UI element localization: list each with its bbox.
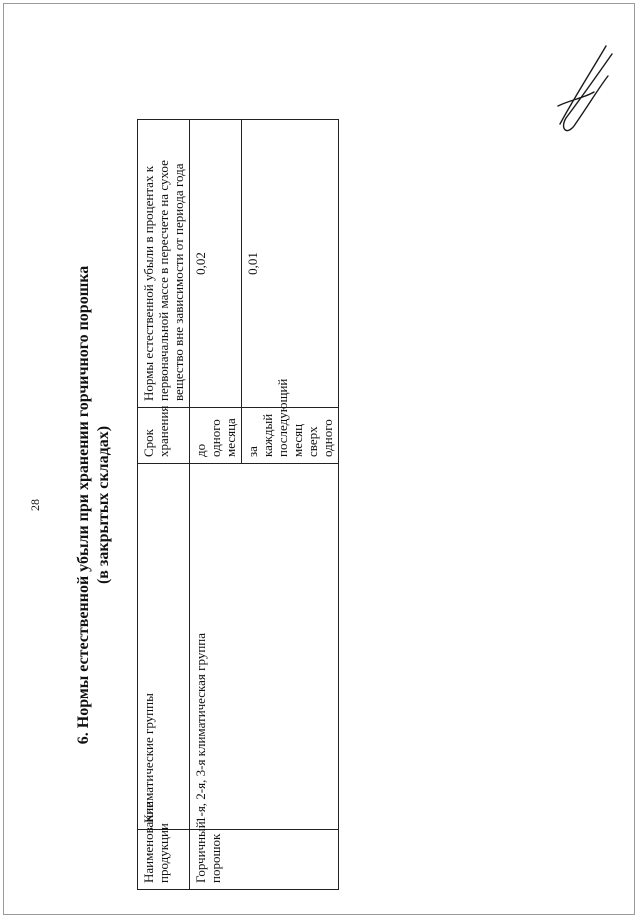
header-climate: Климатические группы	[138, 464, 190, 830]
title-line-2: (в закрытых складах)	[95, 425, 112, 585]
signature-icon	[548, 40, 618, 140]
header-product: Наименование продукции	[138, 830, 190, 890]
document-title	[74, 110, 114, 900]
cell-norm: 0,02	[190, 120, 242, 408]
header-norm: Нормы естественной убыли в процентах к первоначальной массе в пересчете на сухое вещество вне зависимости от периода года	[138, 120, 190, 408]
norms-table	[137, 119, 339, 890]
cell-climate: 1-я, 2-я, 3-я климатическая группа	[190, 464, 339, 830]
table-row	[190, 120, 242, 890]
header-period: Срок хранения	[138, 408, 190, 464]
cell-period: до одного месяца	[190, 408, 242, 464]
title-line-1: 6. Нормы естественной убыли при хранении горчичного порошка	[75, 265, 92, 745]
cell-product: Горчичный порошок	[190, 830, 339, 890]
page-number: 28	[28, 499, 42, 511]
cell-norm: 0,01	[242, 120, 339, 408]
cell-period: за каждый последующий месяц сверх одного	[242, 408, 339, 464]
rotated-page-content	[12, 110, 612, 900]
table-header-row	[138, 120, 190, 890]
